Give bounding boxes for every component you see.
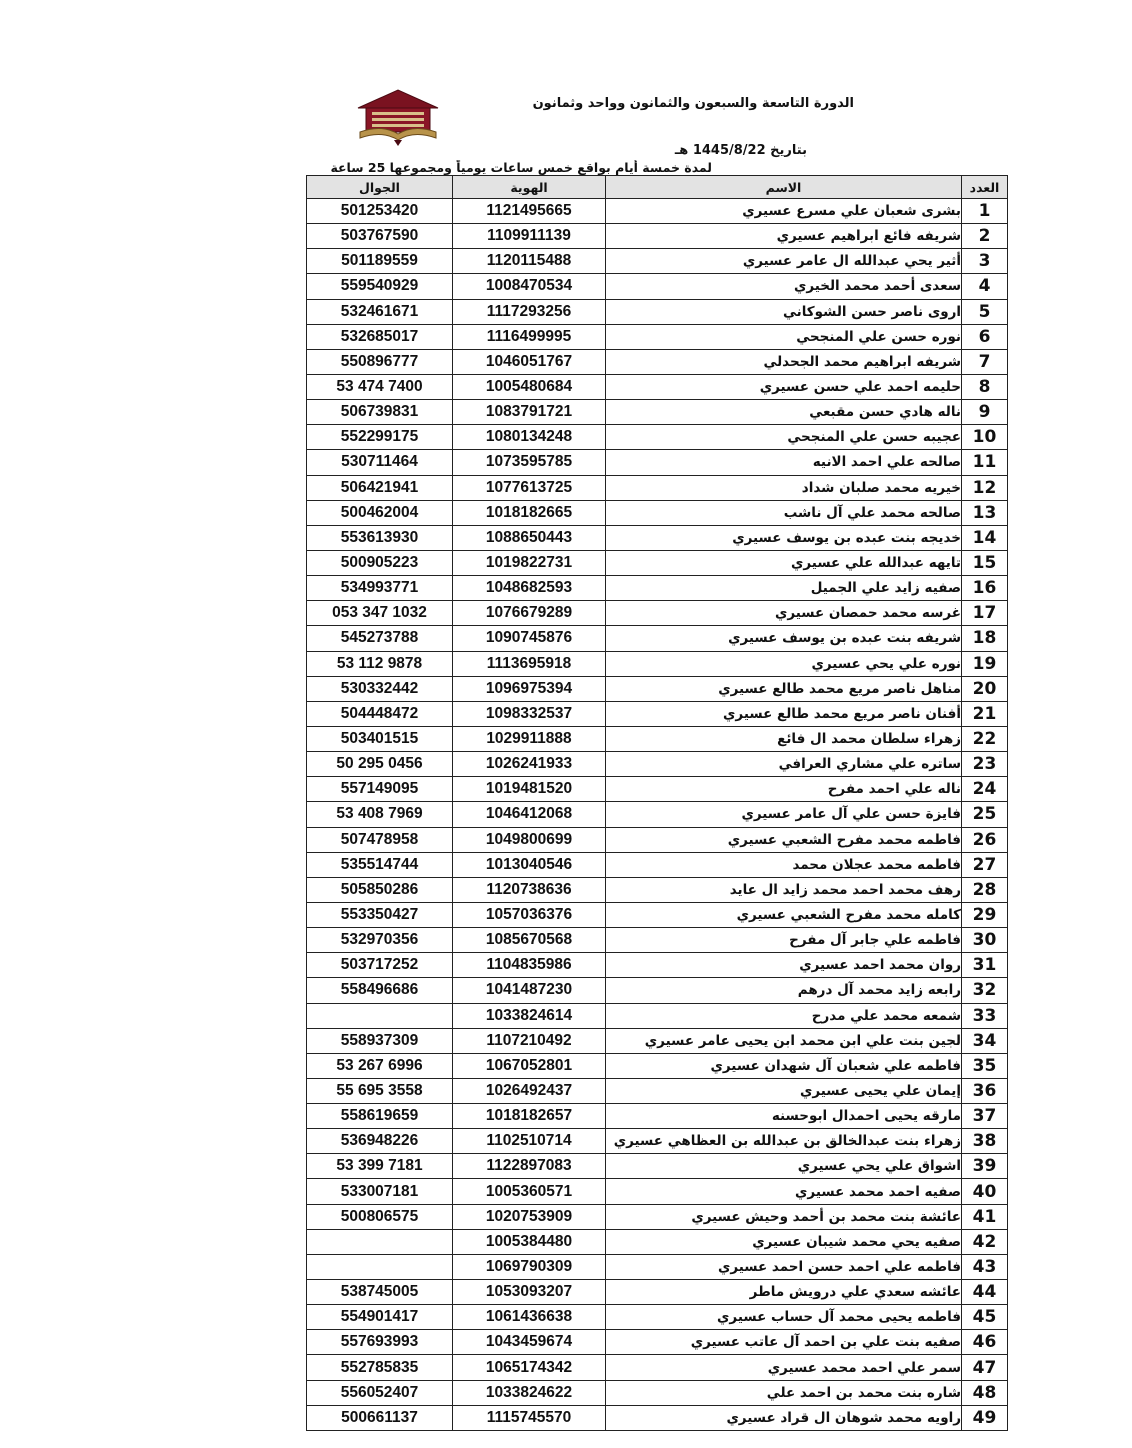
- row-number: 7: [962, 349, 1008, 374]
- row-mobile: 505850286: [307, 877, 453, 902]
- row-id: 1088650443: [453, 525, 606, 550]
- row-mobile: 552785835: [307, 1355, 453, 1380]
- row-number: 47: [962, 1355, 1008, 1380]
- row-name: فاطمه محمد عجلان محمد: [606, 852, 962, 877]
- row-mobile: 500462004: [307, 500, 453, 525]
- row-id: 1069790309: [453, 1254, 606, 1279]
- row-id: 1043459674: [453, 1330, 606, 1355]
- table-row: [307, 1355, 1008, 1380]
- row-id: 1046051767: [453, 349, 606, 374]
- row-id: 1065174342: [453, 1355, 606, 1380]
- table-row: [307, 1305, 1008, 1330]
- row-name: اشواق علي يحي عسيري: [606, 1154, 962, 1179]
- row-name: تايهه عبدالله علي عسيري: [606, 550, 962, 575]
- row-name: نوره حسن علي المنجحي: [606, 324, 962, 349]
- row-mobile: 532685017: [307, 324, 453, 349]
- row-mobile: 504448472: [307, 701, 453, 726]
- table-row: [307, 1405, 1008, 1430]
- row-id: 1120115488: [453, 249, 606, 274]
- row-mobile: 53 474 7400: [307, 374, 453, 399]
- row-mobile: 535514744: [307, 852, 453, 877]
- row-name: خيريه محمد صلبان شداد: [606, 475, 962, 500]
- row-name: أفنان ناصر مريع محمد طالع عسيري: [606, 701, 962, 726]
- row-number: 32: [962, 978, 1008, 1003]
- table-row: [307, 777, 1008, 802]
- row-number: 36: [962, 1078, 1008, 1103]
- table-row: [307, 400, 1008, 425]
- row-id: 1098332537: [453, 701, 606, 726]
- row-mobile: 530711464: [307, 450, 453, 475]
- row-id: 1085670568: [453, 928, 606, 953]
- row-number: 3: [962, 249, 1008, 274]
- row-id: 1005360571: [453, 1179, 606, 1204]
- row-number: 42: [962, 1229, 1008, 1254]
- row-id: 1048682593: [453, 576, 606, 601]
- row-number: 12: [962, 475, 1008, 500]
- row-id: 1018182665: [453, 500, 606, 525]
- row-mobile: 545273788: [307, 626, 453, 651]
- row-name: زهراء سلطان محمد ال فائع: [606, 726, 962, 751]
- row-id: 1096975394: [453, 676, 606, 701]
- row-number: 43: [962, 1254, 1008, 1279]
- row-mobile: [307, 1229, 453, 1254]
- row-name: لجين بنت علي ابن محمد ابن يحيى عامر عسيري: [606, 1028, 962, 1053]
- row-number: 31: [962, 953, 1008, 978]
- column-header-num: العدد: [962, 176, 1008, 199]
- row-name: صفيه احمد محمد عسيري: [606, 1179, 962, 1204]
- row-mobile: 501189559: [307, 249, 453, 274]
- row-name: رابعه زايد محمد آل درهم: [606, 978, 962, 1003]
- table-row: [307, 1280, 1008, 1305]
- row-id: 1020753909: [453, 1204, 606, 1229]
- row-number: 14: [962, 525, 1008, 550]
- table-row: [307, 877, 1008, 902]
- row-mobile: 53 267 6996: [307, 1053, 453, 1078]
- row-mobile: 53 399 7181: [307, 1154, 453, 1179]
- table-row: [307, 425, 1008, 450]
- row-id: 1057036376: [453, 902, 606, 927]
- row-number: 39: [962, 1154, 1008, 1179]
- table-row: [307, 1229, 1008, 1254]
- row-name: ناله علي احمد مفرح: [606, 777, 962, 802]
- row-number: 44: [962, 1280, 1008, 1305]
- row-mobile: 559540929: [307, 274, 453, 299]
- row-id: 1029911888: [453, 726, 606, 751]
- row-name: مناهل ناصر مريع محمد طالع عسيري: [606, 676, 962, 701]
- row-mobile: 053 347 1032: [307, 601, 453, 626]
- row-id: 1026492437: [453, 1078, 606, 1103]
- row-id: 1019481520: [453, 777, 606, 802]
- row-name: ساتره علي مشاري العرافي: [606, 752, 962, 777]
- row-name: شريفه ابراهيم محمد الجحدلي: [606, 349, 962, 374]
- table-row: [307, 902, 1008, 927]
- table-row: [307, 701, 1008, 726]
- row-name: مارقه يحيى احمدال ابوحسنه: [606, 1104, 962, 1129]
- table-row: [307, 224, 1008, 249]
- row-number: 22: [962, 726, 1008, 751]
- row-mobile: 534993771: [307, 576, 453, 601]
- row-id: 1113695918: [453, 651, 606, 676]
- row-number: 15: [962, 550, 1008, 575]
- row-name: عائشه سعدي علي درويش ماطر: [606, 1280, 962, 1305]
- row-number: 35: [962, 1053, 1008, 1078]
- row-number: 5: [962, 299, 1008, 324]
- table-row: [307, 576, 1008, 601]
- row-number: 30: [962, 928, 1008, 953]
- row-name: إيمان علي يحيى عسيري: [606, 1078, 962, 1103]
- row-mobile: 533007181: [307, 1179, 453, 1204]
- table-row: [307, 1053, 1008, 1078]
- table-header-row: [307, 176, 1008, 199]
- row-number: 49: [962, 1405, 1008, 1430]
- row-number: 26: [962, 827, 1008, 852]
- row-id: 1005384480: [453, 1229, 606, 1254]
- row-number: 20: [962, 676, 1008, 701]
- table-row: [307, 827, 1008, 852]
- row-mobile: 503767590: [307, 224, 453, 249]
- row-name: راويه محمد شوهان ال قراد عسيري: [606, 1405, 962, 1430]
- row-mobile: 503401515: [307, 726, 453, 751]
- row-name: حليمه احمد علي حسن عسيري: [606, 374, 962, 399]
- organization-logo: [352, 86, 444, 148]
- row-number: 1: [962, 199, 1008, 224]
- row-number: 40: [962, 1179, 1008, 1204]
- row-name: شريفه بنت عبده بن يوسف عسيري: [606, 626, 962, 651]
- row-mobile: 558496686: [307, 978, 453, 1003]
- row-mobile: 507478958: [307, 827, 453, 852]
- table-row: [307, 1078, 1008, 1103]
- table-row: [307, 1254, 1008, 1279]
- row-id: 1046412068: [453, 802, 606, 827]
- table-row: [307, 1380, 1008, 1405]
- row-mobile: [307, 1003, 453, 1028]
- row-number: 48: [962, 1380, 1008, 1405]
- table-row: [307, 299, 1008, 324]
- row-id: 1018182657: [453, 1104, 606, 1129]
- row-name: سمر علي احمد محمد عسيري: [606, 1355, 962, 1380]
- row-number: 4: [962, 274, 1008, 299]
- row-id: 1005480684: [453, 374, 606, 399]
- row-mobile: 536948226: [307, 1129, 453, 1154]
- table-row: [307, 953, 1008, 978]
- course-date: بتاريخ 1445/8/22 هـ: [674, 143, 807, 158]
- row-mobile: 50 295 0456: [307, 752, 453, 777]
- table-row: [307, 374, 1008, 399]
- row-id: 1122897083: [453, 1154, 606, 1179]
- row-name: روان محمد احمد عسيري: [606, 953, 962, 978]
- row-id: 1116499995: [453, 324, 606, 349]
- row-mobile: 553613930: [307, 525, 453, 550]
- table-row: [307, 500, 1008, 525]
- row-number: 17: [962, 601, 1008, 626]
- row-mobile: 501253420: [307, 199, 453, 224]
- column-header-id: الهوية: [453, 176, 606, 199]
- row-mobile: 557149095: [307, 777, 453, 802]
- row-id: 1073595785: [453, 450, 606, 475]
- row-number: 19: [962, 651, 1008, 676]
- row-id: 1053093207: [453, 1280, 606, 1305]
- row-id: 1019822731: [453, 550, 606, 575]
- row-number: 29: [962, 902, 1008, 927]
- row-number: 37: [962, 1104, 1008, 1129]
- row-mobile: 556052407: [307, 1380, 453, 1405]
- row-id: 1077613725: [453, 475, 606, 500]
- row-mobile: 557693993: [307, 1330, 453, 1355]
- row-mobile: 53 112 9878: [307, 651, 453, 676]
- row-mobile: 558937309: [307, 1028, 453, 1053]
- row-name: رهف محمد احمد محمد زايد ال عايد: [606, 877, 962, 902]
- row-mobile: 503717252: [307, 953, 453, 978]
- row-name: صالحه علي احمد الانيه: [606, 450, 962, 475]
- table-row: [307, 1129, 1008, 1154]
- table-row: [307, 651, 1008, 676]
- row-name: صفيه زايد علي الجميل: [606, 576, 962, 601]
- table-row: [307, 852, 1008, 877]
- row-number: 23: [962, 752, 1008, 777]
- row-number: 34: [962, 1028, 1008, 1053]
- row-number: 13: [962, 500, 1008, 525]
- table-row: [307, 1154, 1008, 1179]
- row-name: زهراء بنت عبدالخالق بن عبدالله بن العظاهي عسيري: [606, 1129, 962, 1154]
- row-name: فايزة حسن علي آل عامر عسيري: [606, 802, 962, 827]
- row-name: سعدى أحمد محمد الخيري: [606, 274, 962, 299]
- row-name: عائشة بنت محمد بن أحمد وحيش عسيري: [606, 1204, 962, 1229]
- row-mobile: 55 695 3558: [307, 1078, 453, 1103]
- row-name: خديجه بنت عبده بن يوسف عسيري: [606, 525, 962, 550]
- row-number: 9: [962, 400, 1008, 425]
- row-number: 38: [962, 1129, 1008, 1154]
- table-row: [307, 274, 1008, 299]
- row-name: أثير يحي عبدالله ال عامر عسيري: [606, 249, 962, 274]
- table-row: [307, 1330, 1008, 1355]
- column-header-name: الاسم: [606, 176, 962, 199]
- table-row: [307, 726, 1008, 751]
- course-title: الدورة التاسعة والسبعون والثمانون وواحد وثمانون: [532, 96, 854, 111]
- row-id: 1076679289: [453, 601, 606, 626]
- participants-table: [306, 175, 1008, 1431]
- row-name: عجيبه حسن علي المنجحي: [606, 425, 962, 450]
- row-number: 18: [962, 626, 1008, 651]
- table-row: [307, 349, 1008, 374]
- row-number: 24: [962, 777, 1008, 802]
- table-row: [307, 1028, 1008, 1053]
- row-name: فاطمه محمد مفرح الشعبي عسيري: [606, 827, 962, 852]
- row-id: 1080134248: [453, 425, 606, 450]
- row-name: صفيه بنت علي بن احمد آل عاتب عسيري: [606, 1330, 962, 1355]
- row-name: فاطمه علي جابر آل مفرح: [606, 928, 962, 953]
- table-row: [307, 324, 1008, 349]
- row-id: 1107210492: [453, 1028, 606, 1053]
- row-mobile: 532970356: [307, 928, 453, 953]
- row-name: صالحه محمد علي آل ناشب: [606, 500, 962, 525]
- table-row: [307, 475, 1008, 500]
- row-number: 21: [962, 701, 1008, 726]
- table-row: [307, 1104, 1008, 1129]
- row-name: شاره بنت محمد بن احمد علي: [606, 1380, 962, 1405]
- row-number: 16: [962, 576, 1008, 601]
- row-mobile: 558619659: [307, 1104, 453, 1129]
- row-id: 1102510714: [453, 1129, 606, 1154]
- row-mobile: 506739831: [307, 400, 453, 425]
- table-row: [307, 1003, 1008, 1028]
- table-row: [307, 802, 1008, 827]
- table-row: [307, 601, 1008, 626]
- row-name: شمعه محمد علي مدرح: [606, 1003, 962, 1028]
- row-mobile: 553350427: [307, 902, 453, 927]
- row-mobile: 500905223: [307, 550, 453, 575]
- row-number: 28: [962, 877, 1008, 902]
- table-row: [307, 525, 1008, 550]
- row-mobile: 550896777: [307, 349, 453, 374]
- course-duration: لمدة خمسة أيام بواقع خمس ساعات يومياً ومجموعها 25 ساعة: [330, 160, 712, 175]
- row-name: فاطمه علي شعبان آل شهدان عسيري: [606, 1053, 962, 1078]
- row-number: 10: [962, 425, 1008, 450]
- row-name: اروى ناصر حسن الشوكاني: [606, 299, 962, 324]
- row-mobile: 552299175: [307, 425, 453, 450]
- row-id: 1120738636: [453, 877, 606, 902]
- table-row: [307, 978, 1008, 1003]
- row-mobile: 532461671: [307, 299, 453, 324]
- table-row: [307, 450, 1008, 475]
- row-number: 45: [962, 1305, 1008, 1330]
- row-mobile: 554901417: [307, 1305, 453, 1330]
- row-id: 1013040546: [453, 852, 606, 877]
- row-id: 1115745570: [453, 1405, 606, 1430]
- row-id: 1033824614: [453, 1003, 606, 1028]
- row-number: 11: [962, 450, 1008, 475]
- table-row: [307, 752, 1008, 777]
- row-number: 46: [962, 1330, 1008, 1355]
- table-row: [307, 626, 1008, 651]
- row-id: 1061436638: [453, 1305, 606, 1330]
- table-row: [307, 676, 1008, 701]
- row-id: 1090745876: [453, 626, 606, 651]
- row-name: كامله محمد مفرح الشعبي عسيري: [606, 902, 962, 927]
- table-row: [307, 1179, 1008, 1204]
- row-id: 1104835986: [453, 953, 606, 978]
- row-number: 2: [962, 224, 1008, 249]
- row-mobile: 506421941: [307, 475, 453, 500]
- row-number: 41: [962, 1204, 1008, 1229]
- row-name: بشرى شعبان علي مسرع عسيري: [606, 199, 962, 224]
- table-row: [307, 1204, 1008, 1229]
- table-row: [307, 199, 1008, 224]
- row-id: 1067052801: [453, 1053, 606, 1078]
- row-number: 8: [962, 374, 1008, 399]
- row-id: 1083791721: [453, 400, 606, 425]
- row-id: 1049800699: [453, 827, 606, 852]
- row-mobile: 538745005: [307, 1280, 453, 1305]
- row-number: 6: [962, 324, 1008, 349]
- table-row: [307, 249, 1008, 274]
- row-id: 1033824622: [453, 1380, 606, 1405]
- row-mobile: [307, 1254, 453, 1279]
- row-id: 1026241933: [453, 752, 606, 777]
- row-name: شريفه فائع ابراهيم عسيري: [606, 224, 962, 249]
- row-mobile: 530332442: [307, 676, 453, 701]
- row-number: 27: [962, 852, 1008, 877]
- row-id: 1109911139: [453, 224, 606, 249]
- row-name: ناله هادي حسن مقبعي: [606, 400, 962, 425]
- row-number: 33: [962, 1003, 1008, 1028]
- row-name: غرسه محمد حمصان عسيري: [606, 601, 962, 626]
- row-name: صفيه يحي محمد شيبان عسيري: [606, 1229, 962, 1254]
- row-name: نوره علي يحي عسيري: [606, 651, 962, 676]
- table-row: [307, 928, 1008, 953]
- row-id: 1008470534: [453, 274, 606, 299]
- row-mobile: 53 408 7969: [307, 802, 453, 827]
- row-mobile: 500661137: [307, 1405, 453, 1430]
- row-id: 1041487230: [453, 978, 606, 1003]
- row-name: فاطمه يحيى محمد آل حساب عسيري: [606, 1305, 962, 1330]
- table-row: [307, 550, 1008, 575]
- row-mobile: 500806575: [307, 1204, 453, 1229]
- row-id: 1121495665: [453, 199, 606, 224]
- row-number: 25: [962, 802, 1008, 827]
- row-id: 1117293256: [453, 299, 606, 324]
- row-name: فاطمه علي احمد حسن احمد عسيري: [606, 1254, 962, 1279]
- column-header-mobile: الجوال: [307, 176, 453, 199]
